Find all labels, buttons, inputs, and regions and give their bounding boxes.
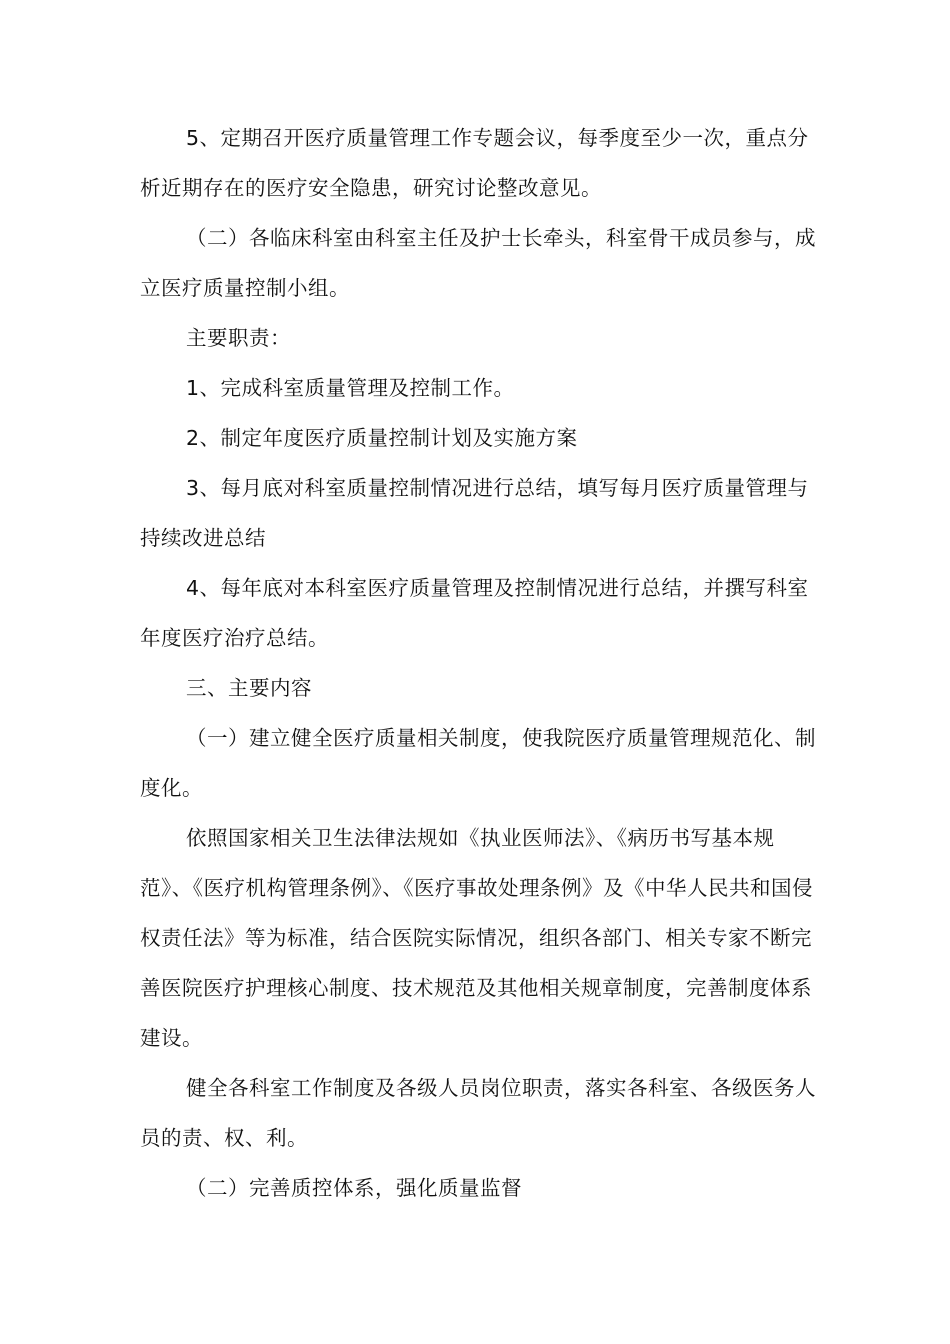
paragraph-main-duties-heading: 主要职责：	[186, 326, 291, 350]
paragraph-duty-2: 2、制定年度医疗质量控制计划及实施方案	[186, 426, 578, 450]
paragraph-clinical-groups: （二）各临床科室由科室主任及护士长牵头，科室骨干成员参与，成立医疗质量控制小组。	[140, 226, 816, 300]
paragraph-department-duties: 健全各科室工作制度及各级人员岗位职责，落实各科室、各级医务人员的责、权、利。	[140, 1076, 816, 1150]
paragraph-duty-1: 1、完成科室质量管理及控制工作。	[186, 376, 515, 400]
paragraph-duty-4: 4、每年底对本科室医疗质量管理及控制情况进行总结，并撰写科室年度医疗治疗总结。	[140, 576, 809, 650]
paragraph-establish-system: （一）建立健全医疗质量相关制度，使我院医疗质量管理规范化、制度化。	[140, 726, 816, 800]
paragraph-laws-regulations: 依照国家相关卫生法律法规如《执业医师法》、《病历书写基本规范》、《医疗机构管理条例》、《医疗事故处理条例》及《中华人民共和国侵权责任法》等为标准，结合医院实际情况，组织各部门、相关专家不断完善医院医疗护理核心制度、技术规范及其他相关规章制度，完善制度体系建设。	[140, 826, 813, 1050]
paragraph-meeting: 5、定期召开医疗质量管理工作专题会议，每季度至少一次，重点分析近期存在的医疗安全隐患，研究讨论整改意见。	[140, 126, 809, 200]
section-heading-main-content: 三、主要内容	[186, 676, 312, 700]
paragraph-quality-control-heading: （二）完善质控体系，强化质量监督	[186, 1176, 522, 1200]
paragraph-duty-3: 3、每月底对科室质量控制情况进行总结，填写每月医疗质量管理与持续改进总结	[140, 476, 809, 550]
document-body	[140, 113, 820, 1213]
